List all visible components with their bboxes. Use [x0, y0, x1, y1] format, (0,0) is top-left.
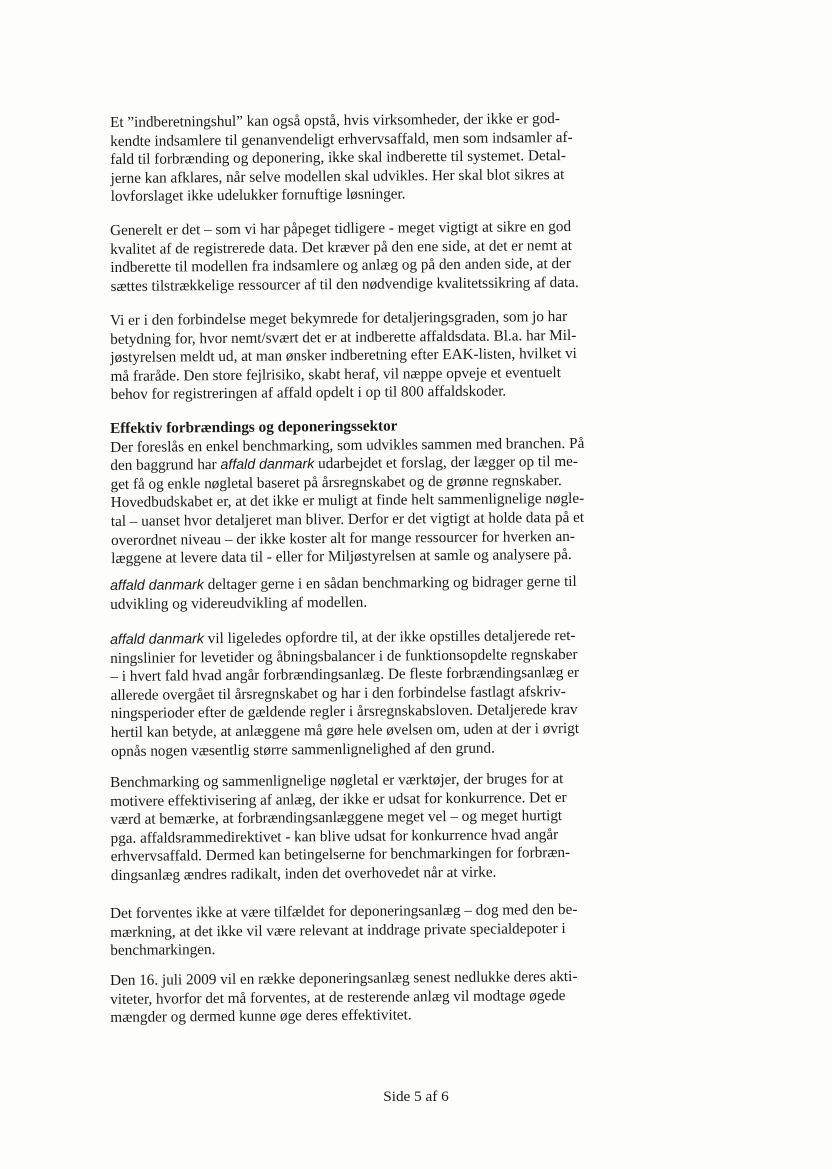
paragraph [110, 968, 610, 1028]
text-line: indberette til modellen fra indsamlere og anlæg og på den anden side, at der [110, 255, 572, 277]
text-line: viteter, hvorfor det må forventes, at de resterende anlæg vil modtage øgede [110, 986, 566, 1008]
brand-name: affald danmark [110, 577, 205, 594]
paragraph [110, 416, 611, 569]
text-line: den baggrund har affald danmark udarbejdet et forslag, der lægger op til me- [110, 453, 578, 475]
text-line: allerede overgået til årsregnskabet og har i den forbindelse fastlagt afskriv- [110, 682, 566, 704]
text-line: jøstyrelsen meldt ud, at man ønsker indberetning efter EAK-listen, hvilket vi [110, 345, 577, 367]
paragraph [110, 901, 610, 961]
text-line: Vi er i den forbindelse meget bekymrede for detaljeringsgraden, som jo har [110, 308, 568, 329]
text-line: udvikling og videreudvikling af modellen. [110, 593, 368, 613]
text-line: lovforslaget ikke udelukker fornuftige løsninger. [110, 185, 406, 206]
text-line: Det forventes ikke at være tilfældet for deponeringsanlæg – dog med den be- [110, 900, 578, 922]
text-line: ningsperioder efter de gældende regler i årsregnskabsloven. Detaljerede krav [110, 701, 578, 723]
text-line: kvalitet af de registrerede data. Det kræver på den ene side, at det er nemt at [110, 236, 573, 258]
paragraph [110, 308, 611, 405]
text-line: benchmarkingen. [110, 941, 216, 960]
text-line: fald til forbrænding og deponering, ikke skal indberette til systemet. Detal- [110, 147, 566, 169]
text-line: Der foreslås en enkel benchmarking, som udvikles sammen med branchen. På [110, 434, 585, 456]
paragraph [110, 218, 611, 297]
text-line: affald danmark deltager gerne i en sådan benchmarking og bidrager gerne til [110, 572, 577, 594]
text-line: opnås nogen væsentlig større sammenlignelighed af den grund. [110, 739, 495, 760]
text-line: jerne kan afklares, når selve modellen skal udvikles. Her skal blot sikres at [110, 165, 565, 187]
page-number: Side 5 af 6 [383, 1088, 449, 1105]
text-line: dingsanlæg ændres radikalt, inden det overhovedet når at virke. [110, 863, 497, 884]
text-line: mærkning, at det ikke vil være relevant at inddrage private specialdepoter i [110, 919, 566, 941]
text-line: hertil kan betyde, at anlæggene må gøre hele øvelsen om, uden at der i øvrigt [110, 719, 580, 741]
text-line: pga. affaldsrammedirektivet - kan blive udsat for konkurrence hvad angår [110, 825, 559, 847]
text-line: betydning for, hvor nemt/svært det er at indberette affaldsdata. Bl.a. har Mil- [110, 326, 577, 348]
section-heading: Effektiv forbrændings og deponeringssektor [110, 417, 398, 437]
text-line: overordnet niveau – der ikke koster alt for mange ressourcer for hverken an- [110, 527, 575, 549]
text-line: mængder og dermed kunne øge deres effektivitet. [110, 1006, 412, 1027]
text-line: Den 16. juli 2009 vil en række deponeringsanlæg senest nedlukke deres akti- [110, 967, 578, 989]
text-line: Et ”indberetningshul” kan også opstå, hvis virksomheder, der ikke er god- [110, 110, 560, 131]
text-line: Benchmarking og sammenlignelige nøgletal er værktøjer, der bruges for at [110, 770, 564, 791]
text-line: erhvervsaffald. Dermed kan betingelserne for benchmarkingen for forbræn- [110, 844, 571, 866]
text-line: motivere effektivisering af anlæg, der ikke er udsat for konkurrence. Det er [110, 788, 567, 810]
text-line: – i hvert fald hvad angår forbrændingsanlæg. De fleste forbrændingsanlæg er [110, 664, 580, 686]
text-line: læggene at levere data til - eller for Miljøstyrelsen at samle og analysere på. [111, 546, 572, 568]
brand-name: affald danmark [110, 631, 205, 648]
text-line: affald danmark vil ligeledes opfordre til, at der ikke opstilles detaljerede ret- [110, 626, 576, 648]
paragraph [110, 573, 610, 615]
text-line: kendte indsamlere til genanvendeligt erhvervsaffald, men som indsamler af- [110, 128, 573, 150]
paragraph [110, 110, 611, 207]
text-line: må fraråde. Den store fejlrisiko, skabt heraf, vil næppe opveje et eventuelt [110, 363, 562, 385]
text-line: værd at bemærke, at forbrændingsanlæggene meget vel – og meget hurtigt [110, 807, 563, 829]
text-line: get få og enkle nøgletal baseret på årsregnskabet og de grønne regnskaber. [110, 471, 562, 493]
paragraph [110, 627, 611, 762]
brand-name: affald danmark [220, 456, 315, 474]
text-line: tal – uanset hvor detaljeret man bliver. Derfor er det vigtigt at holde data på et [110, 508, 585, 530]
text-line: ningslinier for levetider og åbningsbalancer i de funktionsopdelte regnskaber [110, 645, 578, 667]
paragraph [110, 770, 611, 886]
text-line: Hovedbudskabet er, at det ikke er muligt at finde helt sammenlignelige nøgle- [110, 490, 585, 512]
text-line: Generelt er det – som vi har påpeget tidligere - meget vigtigt at sikre en god [110, 217, 572, 239]
text-line: behov for registreringen af affald opdelt i op til 800 affaldskoder. [110, 382, 507, 404]
text-line: sættes tilstrækkelige ressourcer af til den nødvendige kvalitetssikring af data. [110, 273, 579, 295]
